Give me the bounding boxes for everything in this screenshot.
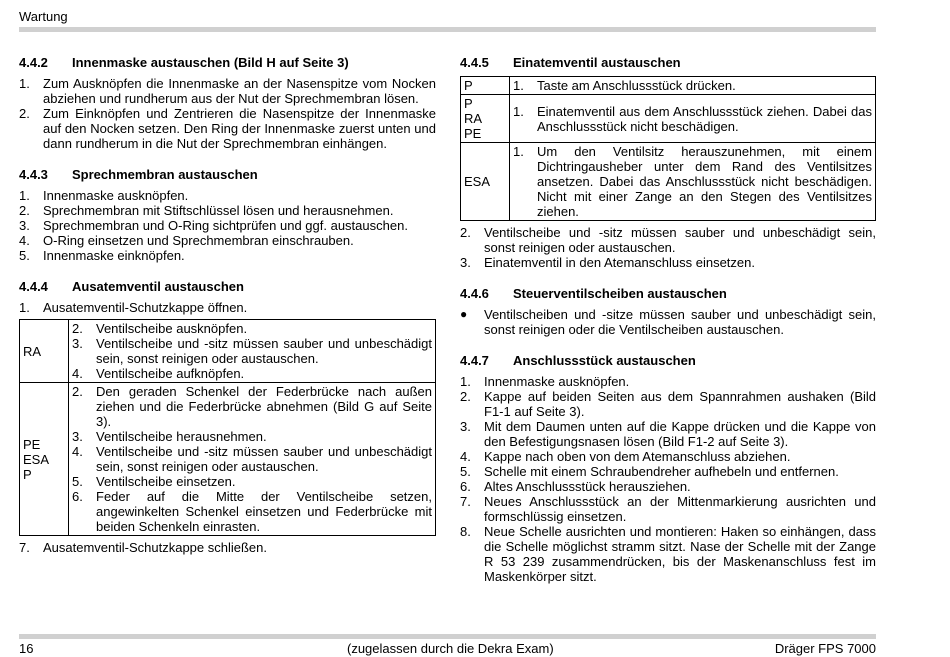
section-4-4-2 xyxy=(19,55,436,151)
table-row xyxy=(461,77,876,95)
step-number: 2. xyxy=(460,225,471,240)
page-number: 16 xyxy=(19,641,34,656)
step-number: 3. xyxy=(72,429,83,444)
list-item xyxy=(460,307,876,337)
step-number: 1. xyxy=(513,78,524,93)
step-number: 5. xyxy=(460,464,471,479)
bullet-text: Ventilscheiben und -sitze müssen sauber und unbeschädigt sein, sonst reinigen oder die Ventilscheiben austauschen. xyxy=(484,307,876,337)
step-text: Ausatemventil-Schutzkappe öffnen. xyxy=(43,300,248,315)
section-title: Anschlussstück austauschen xyxy=(513,353,696,368)
step-text: Sprechmembran und O-Ring sichtprüfen und ggf. austauschen. xyxy=(43,218,408,233)
step-text: Kappe nach oben von dem Atemanschluss abziehen. xyxy=(484,449,791,464)
step-list xyxy=(460,374,876,584)
step-number: 1. xyxy=(513,144,524,159)
step-text: Innenmaske ausknöpfen. xyxy=(484,374,630,389)
step-list xyxy=(513,144,872,219)
step-text: Den geraden Schenkel der Federbrücke nach außen ziehen und die Federbrücke abnehmen (Bild G auf Seite 3). xyxy=(96,384,432,429)
list-item xyxy=(513,104,872,134)
step-number: 8. xyxy=(460,524,471,539)
step-number: 6. xyxy=(460,479,471,494)
variant-steps xyxy=(510,95,876,143)
section-4-4-4 xyxy=(19,279,436,555)
section-heading xyxy=(19,55,436,70)
section-title: Sprechmembran austauschen xyxy=(72,167,258,182)
bullet-icon: ● xyxy=(460,307,468,321)
list-item xyxy=(72,366,432,381)
step-number: 6. xyxy=(72,489,83,504)
section-heading xyxy=(460,286,876,301)
step-text: Einatemventil aus dem Anschlussstück ziehen. Dabei das Anschlussstück nicht beschädigen. xyxy=(537,103,872,134)
variant-steps-table xyxy=(460,76,876,221)
step-number: 1. xyxy=(460,374,471,389)
table-row xyxy=(20,383,436,536)
step-text: Innenmaske einknöpfen. xyxy=(43,248,185,263)
step-number: 2. xyxy=(72,384,83,399)
step-number: 1. xyxy=(19,188,30,203)
step-text: Ventilscheibe einsetzen. xyxy=(96,474,236,489)
list-item xyxy=(72,474,432,489)
page-header-title: Wartung xyxy=(19,9,68,24)
list-item xyxy=(19,188,436,203)
table-row xyxy=(20,320,436,383)
section-title: Innenmaske austauschen (Bild H auf Seite 3) xyxy=(72,55,349,70)
step-number: 4. xyxy=(19,233,30,248)
step-number: 1. xyxy=(19,76,30,91)
step-text: Ventilscheibe und -sitz müssen sauber und unbeschädigt sein, sonst reinigen oder austauschen. xyxy=(96,336,432,366)
list-item xyxy=(19,203,436,218)
footer-approval-note: (zugelassen durch die Dekra Exam) xyxy=(347,641,554,656)
step-text: Zum Ausknöpfen die Innenmaske an der Nasenspitze vom Nocken abziehen und rundherum aus der Nut der Sprechmembran lösen. xyxy=(43,76,436,106)
step-list xyxy=(19,540,436,555)
section-title: Ausatemventil austauschen xyxy=(72,279,244,294)
step-number: 3. xyxy=(460,255,471,270)
list-item xyxy=(19,248,436,263)
step-number: 2. xyxy=(19,203,30,218)
step-list xyxy=(513,104,872,134)
step-list xyxy=(460,225,876,270)
list-item xyxy=(19,76,436,106)
section-number: 4.4.3 xyxy=(19,167,48,182)
step-number: 5. xyxy=(72,474,83,489)
step-text: Neues Anschlussstück an der Mittenmarkierung ausrichten und formschlüssig einsetzen. xyxy=(484,494,876,524)
section-number: 4.4.2 xyxy=(19,55,48,70)
section-number: 4.4.6 xyxy=(460,286,489,301)
list-item xyxy=(513,144,872,219)
list-item xyxy=(460,225,876,255)
list-item xyxy=(72,336,432,366)
section-title: Einatemventil austauschen xyxy=(513,55,681,70)
list-item xyxy=(72,384,432,429)
list-item xyxy=(460,449,876,464)
step-text: Ventilscheibe und -sitz müssen sauber und unbeschädigt sein, sonst reinigen oder austauschen. xyxy=(484,225,876,255)
list-item xyxy=(72,444,432,474)
footer-product-name: Dräger FPS 7000 xyxy=(774,641,876,656)
step-list xyxy=(72,321,432,381)
step-text: Neue Schelle ausrichten und montieren: Haken so einhängen, dass die Schelle möglichst stramm sitzt. Nase der Schelle mit der Zange R 53 239 zusammendrücken, bis der Maskenanschluss fest im Maskenkörper sitzt. xyxy=(484,524,876,584)
step-text: Ventilscheibe ausknöpfen. xyxy=(96,321,248,336)
variant-steps xyxy=(69,383,436,536)
list-item xyxy=(19,540,436,555)
list-item xyxy=(460,494,876,524)
step-number: 3. xyxy=(19,218,30,233)
list-item xyxy=(513,78,872,93)
step-number: 3. xyxy=(460,419,471,434)
header-rule xyxy=(19,27,876,32)
section-4-4-7 xyxy=(460,353,876,584)
variant-steps xyxy=(510,77,876,95)
step-text: Zum Einknöpfen und Zentrieren die Nasenspitze der Innenmaske auf den Nocken setzen. Den Ring der Innenmaske zuerst unten und dann rundherum in die Nut der Sprechmembran einhängen. xyxy=(43,106,436,151)
step-number: 4. xyxy=(72,366,83,381)
step-text: Innenmaske ausknöpfen. xyxy=(43,188,189,203)
step-number: 1. xyxy=(513,103,524,119)
step-number: 4. xyxy=(72,444,83,459)
list-item xyxy=(19,233,436,248)
list-item xyxy=(460,255,876,270)
section-heading xyxy=(19,279,436,294)
step-text: Ventilscheibe aufknöpfen. xyxy=(96,366,245,381)
step-list xyxy=(19,300,436,315)
step-number: 7. xyxy=(19,540,30,555)
variant-label: PE ESA P xyxy=(20,383,69,536)
step-text: Taste am Anschlussstück drücken. xyxy=(537,78,736,93)
step-text: Altes Anschlussstück herausziehen. xyxy=(484,479,691,494)
section-title: Steuerventilscheiben austauschen xyxy=(513,286,727,301)
table-row xyxy=(461,95,876,143)
list-item xyxy=(460,464,876,479)
section-number: 4.4.5 xyxy=(460,55,489,70)
variant-label: P RA PE xyxy=(461,95,510,143)
step-number: 1. xyxy=(19,300,30,315)
step-text: Feder auf die Mitte der Ventilscheibe setzen, angewinkelten Schenkel einsetzen und Federbrücke mit beiden Schenkeln einrasten. xyxy=(96,489,432,534)
left-column xyxy=(19,55,436,571)
step-text: Mit dem Daumen unten auf die Kappe drücken und die Kappe von den Befestigungsnasen lösen (Bild F1-2 auf Seite 3). xyxy=(484,419,876,449)
step-text: Ventilscheibe und -sitz müssen sauber und unbeschädigt sein, sonst reinigen oder austauschen. xyxy=(96,444,432,474)
variant-steps xyxy=(510,143,876,221)
list-item xyxy=(72,429,432,444)
variant-label: ESA xyxy=(461,143,510,221)
list-item xyxy=(460,479,876,494)
variant-steps xyxy=(69,320,436,383)
step-text: Sprechmembran mit Stiftschlüssel lösen und herausnehmen. xyxy=(43,203,394,218)
list-item xyxy=(460,524,876,584)
step-number: 7. xyxy=(460,494,471,509)
list-item xyxy=(72,321,432,336)
section-4-4-6 xyxy=(460,286,876,337)
step-list xyxy=(19,76,436,151)
step-text: Ventilscheibe herausnehmen. xyxy=(96,429,267,444)
step-text: O-Ring einsetzen und Sprechmembran einschrauben. xyxy=(43,233,354,248)
list-item xyxy=(19,106,436,151)
section-4-4-5 xyxy=(460,55,876,270)
bullet-list xyxy=(460,307,876,337)
variant-label: P xyxy=(461,77,510,95)
list-item xyxy=(460,389,876,419)
step-list xyxy=(513,78,872,93)
section-number: 4.4.4 xyxy=(19,279,48,294)
step-number: 5. xyxy=(19,248,30,263)
list-item xyxy=(72,489,432,534)
section-heading xyxy=(460,55,876,70)
step-number: 2. xyxy=(460,389,471,404)
step-text: Schelle mit einem Schraubendreher aufhebeln und entfernen. xyxy=(484,464,839,479)
right-column xyxy=(460,55,876,600)
step-number: 2. xyxy=(72,321,83,336)
footer-rule xyxy=(19,634,876,639)
step-number: 4. xyxy=(460,449,471,464)
step-list xyxy=(19,188,436,263)
section-heading xyxy=(460,353,876,368)
section-number: 4.4.7 xyxy=(460,353,489,368)
variant-label: RA xyxy=(20,320,69,383)
step-number: 2. xyxy=(19,106,30,121)
list-item xyxy=(19,218,436,233)
list-item xyxy=(460,419,876,449)
list-item xyxy=(19,300,436,315)
table-row xyxy=(461,143,876,221)
step-text: Kappe auf beiden Seiten aus dem Spannrahmen aushaken (Bild F1-1 auf Seite 3). xyxy=(484,389,876,419)
variant-steps-table xyxy=(19,319,436,536)
step-list xyxy=(72,384,432,534)
step-text: Einatemventil in den Atemanschluss einsetzen. xyxy=(484,255,755,270)
section-4-4-3 xyxy=(19,167,436,263)
list-item xyxy=(460,374,876,389)
step-text: Um den Ventilsitz herauszunehmen, mit einem Dichtringausheber unter dem Rand des Ventilsitzes ansetzen. Dabei das Anschlussstück nicht beschädigen. Nicht mit einer Zange an den Stegen des Ventilsitzes ziehen. xyxy=(537,144,872,219)
section-heading xyxy=(19,167,436,182)
step-text: Ausatemventil-Schutzkappe schließen. xyxy=(43,540,268,555)
step-number: 3. xyxy=(72,336,83,351)
